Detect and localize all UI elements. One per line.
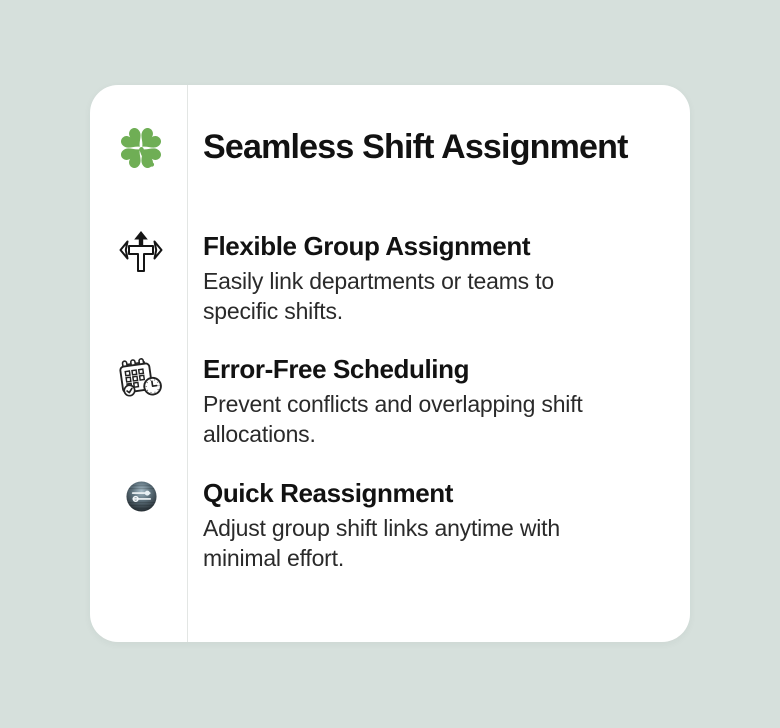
four-leaf-clover-icon	[118, 125, 164, 171]
calendar-clock-icon	[116, 355, 164, 403]
feature-description-line: Easily link departments or teams to	[203, 268, 554, 294]
junction-arrows-icon	[119, 230, 163, 274]
feature-description-line: specific shifts.	[203, 298, 343, 324]
feature-heading: Quick Reassignment	[203, 478, 453, 508]
feature-heading: Error-Free Scheduling	[203, 354, 470, 384]
feature-card	[90, 85, 690, 642]
feature-description-line: Prevent conflicts and overlapping shift	[203, 391, 583, 417]
sphere-link-icon	[125, 480, 158, 513]
feature-description-line: Adjust group shift links anytime with	[203, 515, 560, 541]
feature-description-line: allocations.	[203, 421, 316, 447]
feature-description	[203, 266, 665, 326]
feature-item-error-free-scheduling	[203, 353, 665, 449]
feature-description	[203, 513, 665, 573]
feature-item-quick-reassignment	[203, 477, 665, 573]
feature-heading: Flexible Group Assignment	[203, 231, 531, 261]
card-title: Seamless Shift Assignment	[203, 128, 628, 166]
feature-description	[203, 389, 665, 449]
vertical-divider	[187, 85, 188, 642]
feature-item-flexible-group-assignment	[203, 230, 665, 326]
feature-description-line: minimal effort.	[203, 545, 345, 571]
